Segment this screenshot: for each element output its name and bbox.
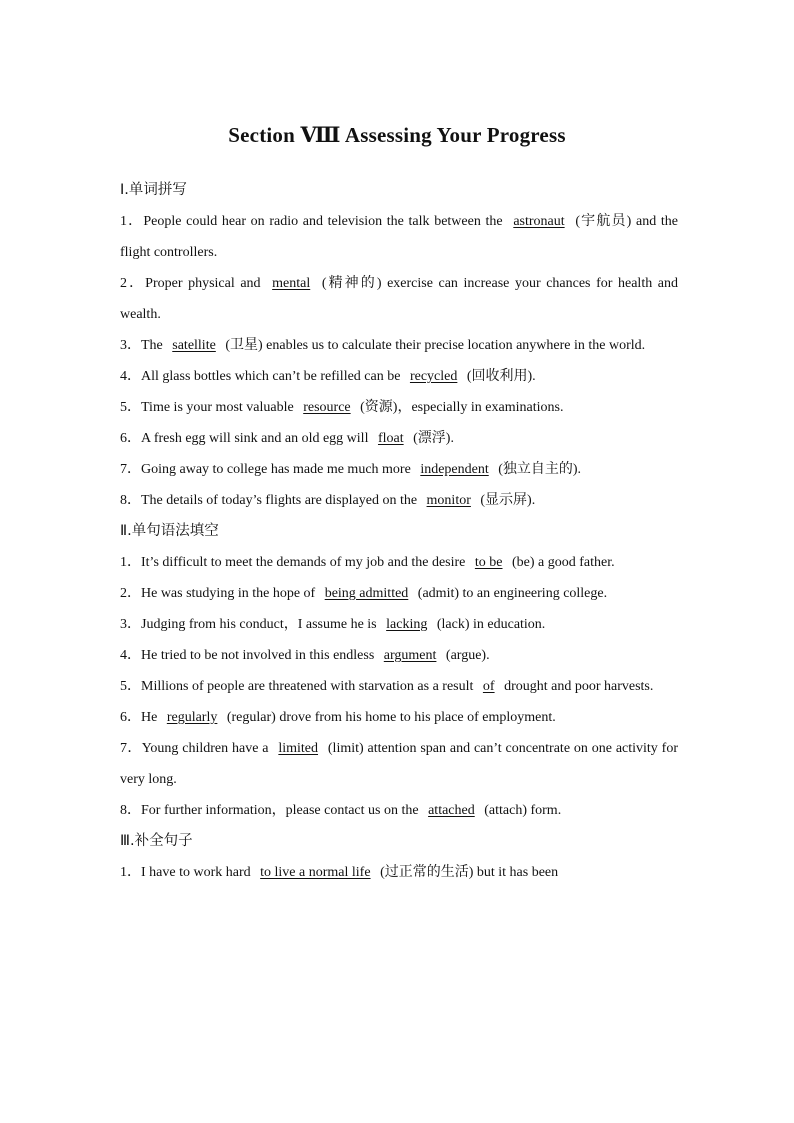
answer-blank: attached — [428, 803, 475, 818]
answer-blank: independent — [420, 462, 489, 477]
item-text: 7．Young children have a — [120, 741, 269, 756]
item-hint: (精神的) exercise can increase your chances for health and wealth. — [120, 276, 679, 322]
answer-blank: mental — [272, 276, 311, 291]
answer-blank: regularly — [166, 710, 218, 725]
item-text: 1．People could hear on radio and television the talk between the — [120, 214, 503, 229]
answer-blank: resource — [303, 400, 351, 415]
item-text: 6．A fresh egg will sink and an old egg will — [120, 431, 369, 446]
item-text: 8．For further information，please contact us on the — [120, 803, 419, 818]
item-hint: (lack) in education. — [436, 617, 546, 632]
exercise-item — [120, 361, 678, 392]
item-text: 5．Time is your most valuable — [120, 400, 294, 415]
item-text: 3．Judging from his conduct，I assume he is — [120, 617, 377, 632]
spelling-section — [120, 175, 678, 516]
item-hint: (独立自主的). — [498, 462, 582, 477]
exercise-item — [120, 733, 678, 795]
exercise-item — [120, 609, 678, 640]
item-hint: (漂浮). — [413, 431, 454, 446]
exercise-item — [120, 671, 678, 702]
answer-blank: to live a normal life — [260, 865, 371, 880]
item-hint: (过正常的生活) but it has been — [380, 865, 559, 880]
grammar-fill-section — [120, 516, 678, 826]
exercise-item — [120, 485, 678, 516]
exercise-item — [120, 578, 678, 609]
answer-blank: being admitted — [324, 586, 409, 601]
item-text: 7．Going away to college has made me much more — [120, 462, 411, 477]
answer-blank: astronaut — [513, 214, 565, 229]
item-hint: (资源)，especially in examinations. — [360, 400, 564, 415]
item-hint: (attach) form. — [484, 803, 562, 818]
section-heading: Ⅰ.单词拼写 — [120, 182, 187, 198]
item-text: 6．He — [120, 710, 158, 725]
item-hint: (显示屏). — [480, 493, 536, 508]
item-hint: (argue). — [445, 648, 490, 663]
section-heading: Ⅱ.单句语法填空 — [120, 523, 219, 539]
exercise-item — [120, 392, 678, 423]
exercise-item — [120, 268, 678, 330]
answer-blank: to be — [474, 555, 503, 570]
answer-blank: lacking — [386, 617, 428, 632]
item-text: 3．The — [120, 338, 163, 353]
item-text: 4．He tried to be not involved in this endless — [120, 648, 375, 663]
sentence-completion-section — [120, 826, 678, 888]
page-title: Section Ⅷ Assessing Your Progress — [228, 123, 566, 147]
answer-blank: of — [482, 679, 495, 694]
item-text: 4．All glass bottles which can’t be refilled can be — [120, 369, 401, 384]
exercise-item — [120, 454, 678, 485]
exercise-item — [120, 547, 678, 578]
answer-blank: satellite — [172, 338, 216, 353]
item-text: 2．Proper physical and — [120, 276, 261, 291]
item-text: 1．I have to work hard — [120, 865, 251, 880]
exercise-item — [120, 795, 678, 826]
item-text: 2．He was studying in the hope of — [120, 586, 316, 601]
item-hint: (宇航员) and the flight controllers. — [120, 214, 679, 260]
exercise-item — [120, 330, 678, 361]
item-text: 1．It’s difficult to meet the demands of my job and the desire — [120, 555, 466, 570]
item-hint: (admit) to an engineering college. — [417, 586, 608, 601]
exercise-item — [120, 857, 678, 888]
exercise-content — [120, 175, 678, 888]
answer-blank: argument — [383, 648, 437, 663]
exercise-item — [120, 640, 678, 671]
exercise-item — [120, 702, 678, 733]
item-hint: (be) a good father. — [512, 555, 615, 570]
item-hint: (卫星) enables us to calculate their precise location anywhere in the world. — [225, 338, 646, 353]
item-hint: drought and poor harvests. — [504, 679, 654, 694]
item-text: 5．Millions of people are threatened with starvation as a result — [120, 679, 474, 694]
answer-blank: limited — [278, 741, 319, 756]
answer-blank: float — [377, 431, 404, 446]
exercise-item — [120, 423, 678, 454]
exercise-item — [120, 206, 678, 268]
item-text: 8．The details of today’s flights are displayed on the — [120, 493, 418, 508]
item-hint: (limit) attention span and can’t concentrate on one activity for very long. — [120, 741, 678, 787]
item-hint: (regular) drove from his home to his place of employment. — [226, 710, 556, 725]
item-hint: (回收利用). — [466, 369, 536, 384]
answer-blank: recycled — [409, 369, 458, 384]
answer-blank: monitor — [426, 493, 471, 508]
section-heading: Ⅲ.补全句子 — [120, 833, 193, 849]
